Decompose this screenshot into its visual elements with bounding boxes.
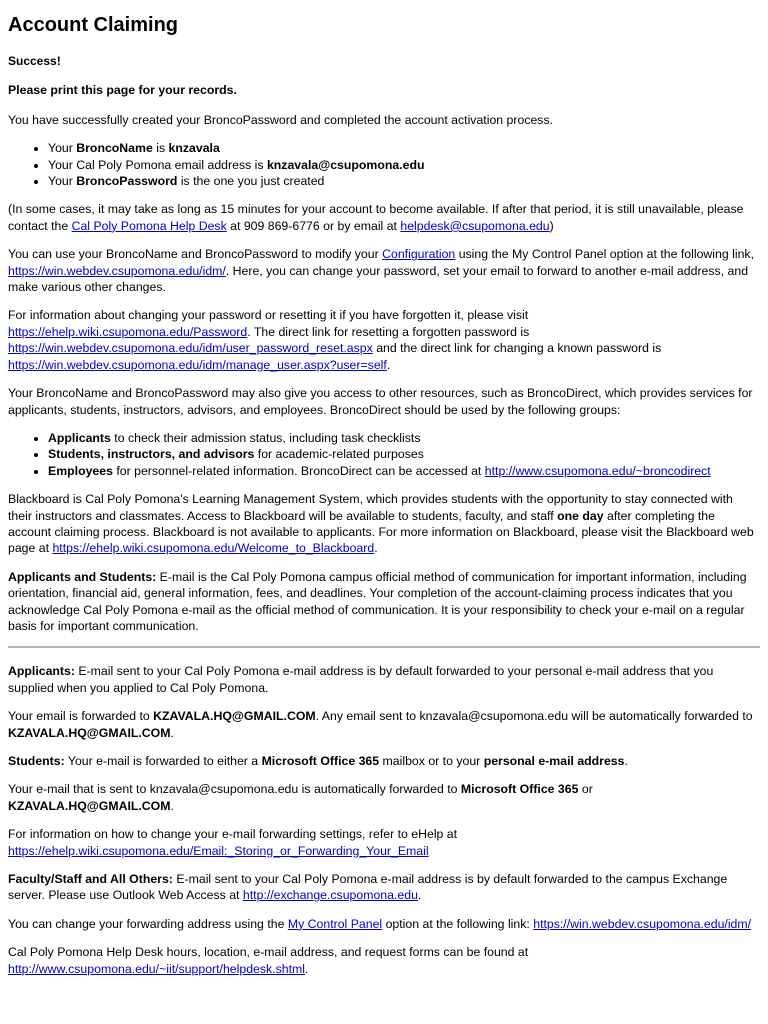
helpdesk-hours-paragraph: Cal Poly Pomona Help Desk hours, location, e-mail address, and request forms can be found at http://www.csupomona.edu/~iit/support/helpdesk.shtml. [8,945,529,976]
email-address-item: • Your Cal Poly Pomona email address is knzavala@csupomona.edu [48,157,760,173]
intro-text: You have successfully created your BroncoPassword and completed the account activation process. [8,112,554,127]
bronconame-item: • Your BroncoName is knzavala [48,140,760,156]
resources-paragraph: Your BroncoName and BroncoPassword may also give you access to other resources, such as BroncoDirect, which provides services for applicants, students, instructors, advisors, and employees. BroncoDirect should be used by the following groups: [8,386,753,417]
control-panel-url-link[interactable]: https://win.webdev.csupomona.edu/idm/ [533,916,752,931]
success-message: Success! [8,54,61,68]
broncopassword-item: • Your BroncoPassword is the one you just created [48,173,760,189]
print-notice: Please print this page for your records. [8,83,237,98]
forwarding-settings-paragraph: For information on how to change your e-mail forwarding settings, refer to eHelp at https://ehelp.wiki.csupomona.edu/Email:_Storing_or_Forwarding_Your_Email [8,827,458,858]
students-email-paragraph: Students: Your e-mail is forwarded to either a Microsoft Office 365 mailbox or to your personal e-mail address. [8,754,628,768]
forwarding-address-paragraph: Your email is forwarded to KZAVALA.HQ@GMAIL.COM. Any email sent to knzavala@csupomona.edu will be automatically forwarded to KZAVALA.HQ@GMAIL.COM. [8,709,753,740]
group-applicants: • Applicants to check their admission status, including task checklists [48,430,760,446]
helpdesk-email-link[interactable]: helpdesk@csupomona.edu [400,218,550,233]
blackboard-paragraph: Blackboard is Cal Poly Pomona's Learning Management System, which provides students with the opportunity to stay connected with their instructors and classmates. Access to Blackboard will be available to students, faculty, and staff one day after completing the account claiming process. Blackboard is not available to applicants. For more information on Blackboard, please visit the Blackboard web page at https://ehelp.wiki.csupomona.edu/Welcome_to_Blackboard. [8,492,754,556]
section-divider [8,646,760,648]
change-forwarding-paragraph: You can change your forwarding address using the My Control Panel option at the following link: https://win.webdev.csupomona.edu/idm/ [8,916,752,931]
configuration-link[interactable]: Configuration [382,247,456,262]
group-students: • Students, instructors, and advisors for academic-related purposes [48,446,760,462]
applicants-students-paragraph: Applicants and Students: E-mail is the Cal Poly Pomona campus official method of communication for important information, including orientation, financial aid, general information, fees, and deadlines. Your completion of the account-claiming process indicates that you acknowledge Cal Poly Pomona e-mail as the official method of communication. It is your responsibility to check your e-mail on a regular basis for important communication. [8,569,747,633]
student-forward-paragraph: Your e-mail that is sent to knzavala@csupomona.edu is automatically forwarded to Microsoft Office 365 or KZAVALA.HQ@GMAIL.COM. [8,782,593,813]
availability-note: (In some cases, it may take as long as 15 minutes for your account to become available. If after that period, it is still unavailable, please contact the Cal Poly Pomona Help Desk at 909 869-6776 or by email at helpdesk@csupomona.edu) [8,202,744,233]
email-forwarding-link[interactable]: https://ehelp.wiki.csupomona.edu/Email:_Storing_or_Forwarding_Your_Email [8,843,429,858]
bronconame-value: knzavala [168,141,220,156]
broncodirect-groups-list [8,430,760,479]
password-reset-link[interactable]: https://win.webdev.csupomona.edu/idm/user_password_reset.aspx [8,341,373,356]
exchange-link[interactable]: http://exchange.csupomona.edu [242,888,418,903]
idm-link[interactable]: https://win.webdev.csupomona.edu/idm/ [8,263,226,278]
my-control-panel-link[interactable]: My Control Panel [287,916,383,931]
page-title: Account Claiming [8,14,179,36]
account-details-list [8,140,760,189]
modify-paragraph: You can use your BroncoName and BroncoPassword to modify your Configuration using the My Control Panel option at the following link, https://win.webdev.csupomona.edu/idm/. Here, you can change your password, set your email to forward to another e-mail address, and make various other changes. [8,247,754,295]
manage-user-link[interactable]: https://win.webdev.csupomona.edu/idm/manage_user.aspx?user=self [8,357,387,372]
applicants-email-paragraph: Applicants: E-mail sent to your Cal Poly Pomona e-mail address is by default forwarded to your personal e-mail address that you supplied when you applied to Cal Poly Pomona. [8,664,714,695]
helpdesk-link[interactable]: Cal Poly Pomona Help Desk [71,218,227,233]
blackboard-link[interactable]: https://ehelp.wiki.csupomona.edu/Welcome_to_Blackboard [52,541,375,556]
email-address-value: knzavala@csupomona.edu [266,157,425,172]
forwarding-address: KZAVALA.HQ@GMAIL.COM [153,709,316,724]
ehelp-password-link[interactable]: https://ehelp.wiki.csupomona.edu/Password [8,324,248,339]
helpdesk-page-link[interactable]: http://www.csupomona.edu/~iit/support/helpdesk.shtml [8,961,305,976]
group-employees: • Employees for personnel-related information. BroncoDirect can be accessed at http://www.csupomona.edu/~broncodirect [48,463,760,479]
faculty-email-paragraph: Faculty/Staff and All Others: E-mail sent to your Cal Poly Pomona e-mail address is by default forwarded to the campus Exchange server. Please use Outlook Web Access at http://exchange.csupomona.edu. [8,872,728,903]
password-info-paragraph: For information about changing your password or resetting it if you have forgotten it, please visit https://ehelp.wiki.csupomona.edu/Password. The direct link for resetting a forgotten password is https://win.webdev.csupomona.edu/idm/user_password_reset.aspx and the direct link for changing a known password is https://win.webdev.csupomona.edu/idm/manage_user.aspx?user=self. [8,308,662,372]
broncodirect-link[interactable]: http://www.csupomona.edu/~broncodirect [484,463,711,478]
